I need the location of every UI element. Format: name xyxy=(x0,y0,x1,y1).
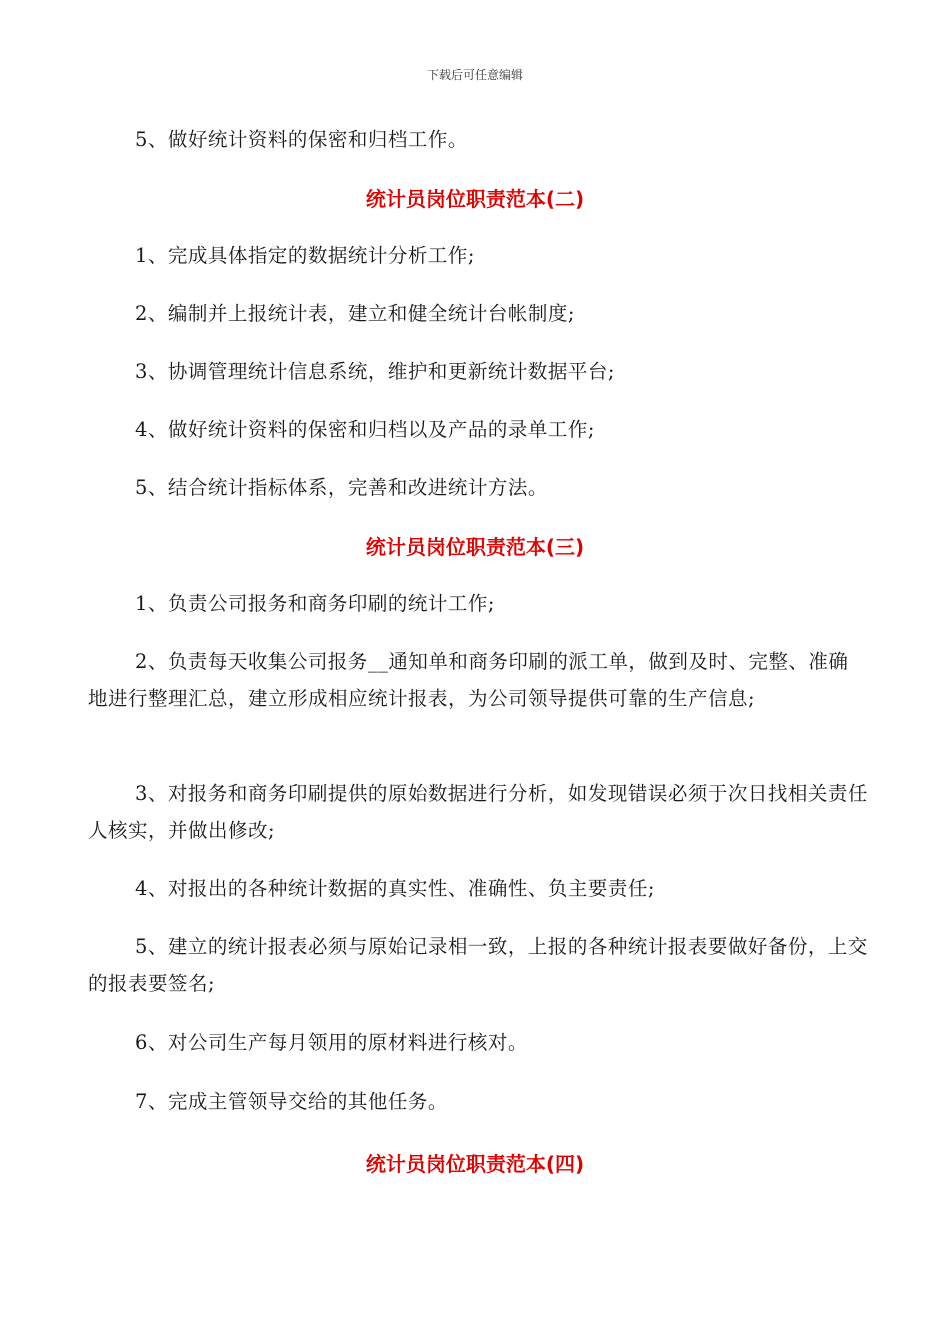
paragraph: 6、对公司生产每月领用的原材料进行核对。 xyxy=(135,1031,528,1054)
paragraph: 7、完成主管领导交给的其他任务。 xyxy=(135,1090,448,1113)
section-heading-4: 统计员岗位职责范本(四) xyxy=(365,1152,585,1176)
section-heading-2: 统计员岗位职责范本(二) xyxy=(365,187,585,211)
paragraph: 5、做好统计资料的保密和归档工作。 xyxy=(135,128,468,151)
paragraph: 5、建立的统计报表必须与原始记录相一致，上报的各种统计报表要做好备份，上交的报表要签名; xyxy=(88,935,868,995)
paragraph: 4、做好统计资料的保密和归档以及产品的录单工作; xyxy=(135,418,595,441)
header-note: 下载后可任意编辑 xyxy=(426,68,523,82)
paragraph: 5、结合统计指标体系，完善和改进统计方法。 xyxy=(135,476,548,499)
paragraph: 3、对报务和商务印刷提供的原始数据进行分析，如发现错误必须于次日找相关责任人核实，并做出修改; xyxy=(88,782,868,842)
paragraph: 1、完成具体指定的数据统计分析工作; xyxy=(135,244,475,267)
paragraph: 4、对报出的各种统计数据的真实性、准确性、负主要责任; xyxy=(135,877,655,900)
paragraph: 2、负责每天收集公司报务__通知单和商务印刷的派工单，做到及时、完整、准确地进行整理汇总，建立形成相应统计报表，为公司领导提供可靠的生产信息; xyxy=(88,650,849,710)
section-heading-3: 统计员岗位职责范本(三) xyxy=(365,535,585,559)
paragraph: 2、编制并上报统计表，建立和健全统计台帐制度; xyxy=(135,302,575,325)
paragraph: 1、负责公司报务和商务印刷的统计工作; xyxy=(135,592,495,615)
paragraph: 3、协调管理统计信息系统，维护和更新统计数据平台; xyxy=(135,360,615,383)
